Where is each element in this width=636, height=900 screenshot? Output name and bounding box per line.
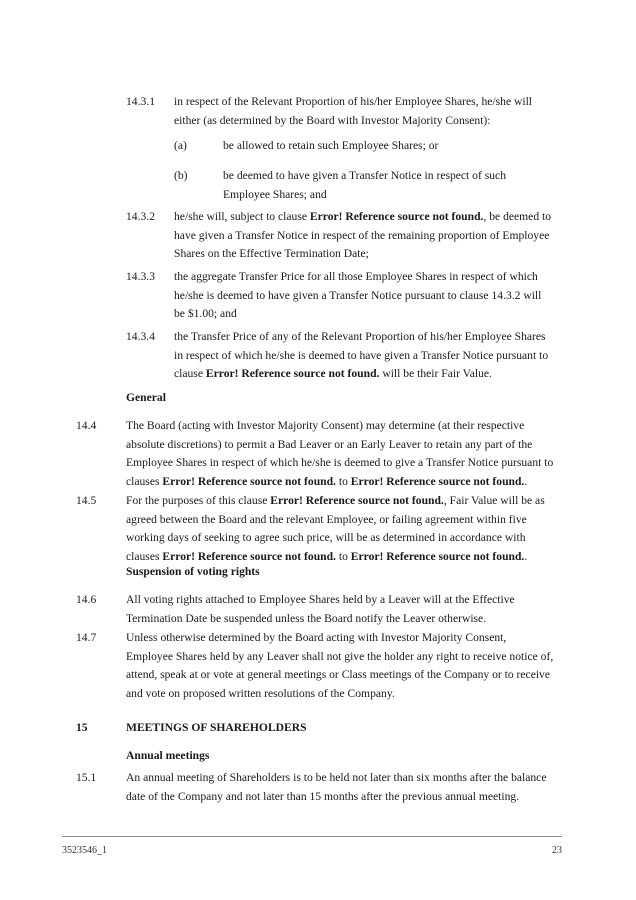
text-line: All voting rights attached to Employee Shares held by a Leaver will at the Effective [126, 593, 515, 606]
clause-number: 14.6 [76, 593, 97, 606]
reference-error: Error! Reference source not found. [350, 549, 525, 563]
text-span: For the purposes of this clause [126, 494, 271, 507]
clause-text [174, 268, 594, 324]
footer-rule [62, 836, 562, 837]
clause-number: 14.3.2 [126, 210, 155, 223]
clause-text [126, 417, 566, 491]
text-line: either (as determined by the Board with Investor Majority Consent): [174, 113, 491, 127]
clause-text [174, 93, 594, 130]
subclause-text [223, 137, 563, 156]
text-line [126, 492, 566, 511]
subclause-label: (b) [174, 169, 188, 182]
subclause-label: (a) [174, 139, 187, 152]
text-line: he/she is deemed to have given a Transfer Notice pursuant to clause 14.3.2 will [174, 288, 542, 302]
subheading-general: General [126, 391, 166, 404]
text-line: agreed between the Board and the relevant Employee, or failing agreement within five [126, 512, 527, 526]
section-title: MEETINGS OF SHAREHOLDERS [126, 721, 307, 734]
text-line: be $1.00; and [174, 307, 237, 321]
text-span: to [335, 549, 351, 563]
reference-error: Error! Reference source not found. [309, 210, 484, 223]
clause-text [126, 591, 566, 628]
reference-error: Error! Reference source not found. [270, 494, 444, 507]
text-span: will be their Fair Value. [379, 367, 492, 381]
text-span: clauses [126, 549, 163, 563]
text-span: he/she will, subject to clause [174, 210, 310, 223]
section-number: 15 [76, 721, 88, 734]
text-span: . [524, 474, 528, 488]
text-span: , be deemed to [483, 210, 552, 223]
text-line: Unless otherwise determined by the Board acting with Investor Majority Consent, [126, 631, 507, 644]
text-line: The Board (acting with Investor Majority Consent) may determine (at their respective [126, 419, 525, 432]
text-line: Shares on the Effective Termination Date; [174, 247, 369, 261]
clause-text [174, 208, 594, 264]
clause-number: 14.7 [76, 631, 97, 644]
clause-number: 14.3.1 [126, 95, 155, 108]
text-line: in respect of which he/she is deemed to have given a Transfer Notice pursuant to [174, 348, 549, 362]
text-line: working days of seeking to agree such price, will be as determined in accordance with [126, 531, 526, 545]
text-line: Employee Shares; and [223, 187, 327, 201]
text-line [126, 473, 566, 492]
text-line: date of the Company and not later than 15 months after the previous annual meeting. [126, 789, 520, 803]
clause-text [126, 629, 566, 703]
text-line: have given a Transfer Notice in respect of the remaining proportion of Employee [174, 228, 550, 242]
text-span: clauses [126, 474, 163, 488]
text-line: be deemed to have given a Transfer Notice in respect of such [223, 169, 506, 182]
clause-text [174, 328, 594, 384]
reference-error: Error! Reference source not found. [205, 367, 380, 381]
footer-doc-id: 3523546_1 [62, 845, 107, 856]
clause-number: 14.3.3 [126, 270, 155, 283]
reference-error: Error! Reference source not found. [350, 474, 525, 488]
text-span: clause [174, 367, 206, 381]
reference-error: Error! Reference source not found. [162, 549, 336, 563]
text-line: Employee Shares in respect of which he/she is deemed to give a Transfer Notice pursuant to [126, 456, 554, 470]
text-span: , Fair Value will be as [443, 494, 545, 507]
text-line: An annual meeting of Shareholders is to be held not later than six months after the balance [126, 771, 547, 784]
text-line [174, 208, 594, 227]
text-line: in respect of the Relevant Proportion of his/her Employee Shares, he/she will [174, 95, 533, 108]
text-line: absolute discretions) to permit a Bad Leaver or an Early Leaver to retain any part of the [126, 437, 533, 451]
footer-page-number: 23 [552, 845, 562, 856]
text-line: be allowed to retain such Employee Shares; or [223, 139, 439, 152]
clause-number: 14.4 [76, 419, 97, 432]
subheading-suspension: Suspension of voting rights [126, 565, 260, 578]
subclause-text [223, 167, 563, 204]
text-line: Employee Shares held by any Leaver shall not give the holder any right to receive notice of, [126, 649, 554, 663]
text-line: the Transfer Price of any of the Relevant Proportion of his/her Employee Shares [174, 330, 546, 343]
clause-number: 14.5 [76, 494, 97, 507]
text-line [174, 365, 594, 384]
reference-error: Error! Reference source not found. [162, 474, 336, 488]
text-span: . [524, 549, 528, 563]
text-line: the aggregate Transfer Price for all those Employee Shares in respect of which [174, 270, 538, 283]
clause-text [126, 492, 566, 566]
text-line: attend, speak at or vote at general meetings or Class meetings of the Company or to receive [126, 668, 551, 682]
clause-number: 15.1 [76, 771, 97, 784]
clause-number: 14.3.4 [126, 330, 155, 343]
subheading-annual-meetings: Annual meetings [126, 749, 210, 762]
text-line: Termination Date be suspended unless the Board notify the Leaver otherwise. [126, 611, 487, 625]
text-line: and vote on proposed written resolutions of the Company. [126, 686, 395, 700]
clause-text [126, 769, 566, 806]
text-span: to [335, 474, 351, 488]
